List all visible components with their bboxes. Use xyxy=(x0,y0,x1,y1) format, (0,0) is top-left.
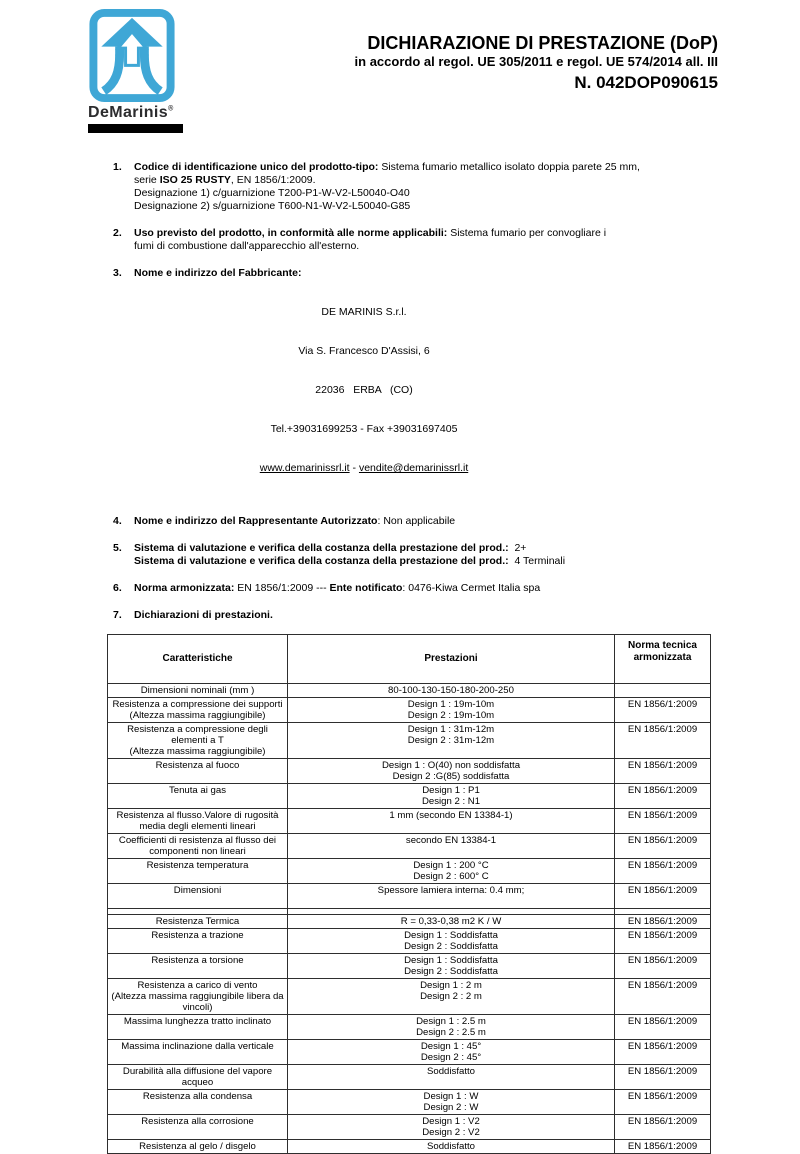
series-name: ISO 25 RUSTY xyxy=(159,174,231,186)
cell-line: (Altezza massima raggiungibile libera da xyxy=(111,991,284,1002)
cell-line: Design 1 : Soddisfatta xyxy=(404,955,498,966)
cell-prestazioni xyxy=(288,1015,615,1040)
cell-line: Resistenza al fuoco xyxy=(155,760,240,771)
cell-line: Design 2 : 2.5 m xyxy=(416,1027,486,1038)
table-row xyxy=(108,915,711,929)
table-row xyxy=(108,723,711,759)
cell-caratteristiche xyxy=(108,809,288,834)
cell-norma-tecnica: EN 1856/1:2009 xyxy=(615,1015,711,1040)
cell-caratteristiche xyxy=(108,698,288,723)
cell-norma-tecnica xyxy=(615,684,711,698)
cell-line: componenti non lineari xyxy=(149,846,246,857)
table-row xyxy=(108,1065,711,1090)
manufacturer-address xyxy=(134,280,594,501)
document-title: DICHIARAZIONE DI PRESTAZIONE (DoP) xyxy=(367,33,718,53)
cell-line: Design 1 : 45° xyxy=(420,1041,482,1052)
cell-caratteristiche xyxy=(108,1015,288,1040)
cell-caratteristiche xyxy=(108,915,288,929)
cell-prestazioni xyxy=(288,1065,615,1090)
item-text xyxy=(134,542,707,555)
text-segment: Sistema fumario per convogliare i xyxy=(447,227,607,239)
contact-links xyxy=(134,462,594,475)
demarinis-logo xyxy=(88,8,186,133)
cell-caratteristiche xyxy=(108,759,288,784)
cell-caratteristiche xyxy=(108,784,288,809)
item-label: Norma armonizzata: xyxy=(134,582,235,594)
document-header xyxy=(355,33,718,93)
registered-mark: ® xyxy=(168,105,174,113)
cell-line: Design 1 : O(40) non soddisfatta xyxy=(381,760,521,771)
cell-line: Resistenza a compressione dei supporti xyxy=(112,699,283,710)
item-text xyxy=(134,267,707,280)
cell-line: Durabilità alla diffusione del vapore xyxy=(122,1066,273,1077)
performance-table xyxy=(107,634,711,1154)
list-item-manufacturer xyxy=(113,267,707,501)
item-text xyxy=(134,582,707,595)
cell-caratteristiche xyxy=(108,954,288,979)
text-segment: Sistema fumario metallico isolato doppia parete 25 mm, xyxy=(378,161,640,173)
cell-line: Design 2 : 31m-12m xyxy=(407,735,495,746)
cell-line: Resistenza temperatura xyxy=(146,860,249,871)
cell-norma-tecnica: EN 1856/1:2009 xyxy=(615,698,711,723)
cell-line: Tenuta ai gas xyxy=(168,785,227,796)
cell-prestazioni xyxy=(288,834,615,859)
cell-line: Design 2 : 19m-10m xyxy=(407,710,495,721)
item-text xyxy=(134,555,707,568)
table-row xyxy=(108,1040,711,1065)
cell-line: Spessore lamiera interna: 0.4 mm; xyxy=(377,885,525,896)
list-item-declared-performances xyxy=(113,609,707,622)
cell-line: Resistenza Termica xyxy=(155,916,240,927)
item-label: Codice di identificazione unico del prodotto-tipo: xyxy=(134,161,379,173)
cell-caratteristiche xyxy=(108,884,288,909)
cell-line: Design 1 : 31m-12m xyxy=(407,724,495,735)
list-item-authorized-representative xyxy=(113,515,707,528)
header-prestazioni: Prestazioni xyxy=(288,635,615,684)
designation-line-2: Designazione 2) s/guarnizione T600-N1-W-V2-L50040-G85 xyxy=(134,200,411,212)
cell-line: Design 2 : Soddisfatta xyxy=(404,941,498,952)
cell-caratteristiche xyxy=(108,1115,288,1140)
city-address: 22036 ERBA (CO) xyxy=(315,384,413,396)
cell-line: Design 2 : V2 xyxy=(422,1127,480,1138)
brand-underline-bar xyxy=(88,124,183,133)
cell-line: Resistenza al flusso.Valore di rugosità xyxy=(116,810,279,821)
website-link[interactable]: www.demarinissrl.it xyxy=(259,462,350,474)
table-row xyxy=(108,954,711,979)
cell-norma-tecnica: EN 1856/1:2009 xyxy=(615,884,711,909)
table-row xyxy=(108,1090,711,1115)
cell-norma-tecnica: EN 1856/1:2009 xyxy=(615,979,711,1015)
item-number: 6. xyxy=(113,582,122,594)
item-number: 3. xyxy=(113,267,122,279)
designation-line-1: Designazione 1) c/guarnizione T200-P1-W-V2-L50040-O40 xyxy=(134,187,410,199)
cell-line: Design 2 :G(85) soddisfatta xyxy=(392,771,510,782)
item-text xyxy=(134,227,707,240)
table-row xyxy=(108,834,711,859)
avcp-value-1: 2+ xyxy=(508,542,527,554)
item-number: 1. xyxy=(113,161,122,173)
cell-prestazioni xyxy=(288,809,615,834)
cell-line: Design 1 : Soddisfatta xyxy=(404,930,498,941)
cell-caratteristiche xyxy=(108,834,288,859)
item-number: 2. xyxy=(113,227,122,239)
cell-caratteristiche xyxy=(108,723,288,759)
cell-norma-tecnica: EN 1856/1:2009 xyxy=(615,723,711,759)
header-caratteristiche: Caratteristiche xyxy=(108,635,288,684)
email-link[interactable]: vendite@demarinissrl.it xyxy=(358,462,469,474)
cell-norma-tecnica: EN 1856/1:2009 xyxy=(615,1065,711,1090)
cell-line: Dimensioni nominali (mm ) xyxy=(140,685,255,696)
item-label: Sistema di valutazione e verifica della costanza della prestazione del prod.: xyxy=(134,542,509,554)
item-label: Sistema di valutazione e verifica della costanza della prestazione del prod.: xyxy=(134,555,509,567)
cell-prestazioni xyxy=(288,859,615,884)
cell-prestazioni xyxy=(288,784,615,809)
cell-norma-tecnica: EN 1856/1:2009 xyxy=(615,954,711,979)
street-address: Via S. Francesco D'Assisi, 6 xyxy=(298,345,430,357)
item-text xyxy=(134,174,707,187)
notified-body-label: Ente notificato xyxy=(329,582,403,594)
list-item-avcp-system xyxy=(113,542,707,568)
cell-norma-tecnica: EN 1856/1:2009 xyxy=(615,929,711,954)
cell-norma-tecnica: EN 1856/1:2009 xyxy=(615,915,711,929)
cell-line: secondo EN 13384-1 xyxy=(405,835,497,846)
table-header-row xyxy=(108,635,711,684)
cell-prestazioni xyxy=(288,1040,615,1065)
item-label: Nome e indirizzo del Fabbricante: xyxy=(134,267,302,279)
link-separator: - xyxy=(349,462,359,474)
cell-prestazioni xyxy=(288,1140,615,1154)
cell-prestazioni xyxy=(288,954,615,979)
document-subtitle: in accordo al regol. UE 305/2011 e regol. UE 574/2014 all. III xyxy=(354,54,718,69)
table-row xyxy=(108,759,711,784)
document-body xyxy=(113,161,707,1154)
cell-prestazioni xyxy=(288,884,615,909)
table-row xyxy=(108,929,711,954)
text-segment: : Non applicabile xyxy=(377,515,456,527)
cell-caratteristiche xyxy=(108,1140,288,1154)
cell-line: media degli elementi lineari xyxy=(139,821,256,832)
cell-line: Resistenza a torsione xyxy=(151,955,244,966)
cell-caratteristiche xyxy=(108,1040,288,1065)
cell-line: Resistenza alla condensa xyxy=(142,1091,253,1102)
cell-prestazioni xyxy=(288,684,615,698)
item-number: 5. xyxy=(113,542,122,554)
cell-line: Dimensioni xyxy=(173,885,222,896)
cell-caratteristiche xyxy=(108,1065,288,1090)
cell-line: Massima lunghezza tratto inclinato xyxy=(123,1016,272,1027)
cell-line: vincoli) xyxy=(182,1002,213,1013)
cell-line: Design 2 : 2 m xyxy=(420,991,482,1002)
cell-norma-tecnica: EN 1856/1:2009 xyxy=(615,1140,711,1154)
cell-norma-tecnica: EN 1856/1:2009 xyxy=(615,1090,711,1115)
standard-value: EN 1856/1:2009 --- xyxy=(234,582,330,594)
cell-line: Design 2 : 600° C xyxy=(413,871,489,882)
cell-norma-tecnica: EN 1856/1:2009 xyxy=(615,784,711,809)
cell-line: Design 2 : W xyxy=(423,1102,479,1113)
cell-caratteristiche xyxy=(108,859,288,884)
table-row xyxy=(108,979,711,1015)
cell-line: Resistenza al gelo / disgelo xyxy=(139,1141,256,1152)
cell-line: Design 2 : N1 xyxy=(421,796,481,807)
cell-line xyxy=(290,896,612,907)
item-label: Dichiarazioni di prestazioni. xyxy=(134,609,273,621)
cell-line: 1 mm (secondo EN 13384-1) xyxy=(389,810,513,821)
avcp-value-2: 4 Terminali xyxy=(508,555,566,567)
table-row xyxy=(108,809,711,834)
cell-line: Design 1 : W xyxy=(423,1091,479,1102)
cell-line: Design 2 : Soddisfatta xyxy=(404,966,498,977)
cell-prestazioni xyxy=(288,723,615,759)
cell-line: Design 1 : P1 xyxy=(422,785,480,796)
item-text xyxy=(134,161,707,174)
cell-line: elementi a T xyxy=(171,735,224,746)
table-row xyxy=(108,1015,711,1040)
cell-line: R = 0,33-0,38 m2 K / W xyxy=(400,916,502,927)
item-number: 7. xyxy=(113,609,122,621)
cell-line: Design 1 : 19m-10m xyxy=(407,699,495,710)
text-segment: serie xyxy=(134,174,160,186)
chimney-arrow-icon xyxy=(88,8,176,103)
notified-body-value: : 0476-Kiwa Cermet Italia spa xyxy=(402,582,541,594)
cell-norma-tecnica: EN 1856/1:2009 xyxy=(615,859,711,884)
table-row xyxy=(108,698,711,723)
table-row xyxy=(108,1140,711,1154)
cell-prestazioni xyxy=(288,759,615,784)
cell-prestazioni xyxy=(288,1090,615,1115)
table-row xyxy=(108,1115,711,1140)
list-item-harmonized-standard xyxy=(113,582,707,595)
cell-line: Soddisfatto xyxy=(426,1066,475,1077)
cell-prestazioni xyxy=(288,929,615,954)
cell-line: 80-100-130-150-180-200-250 xyxy=(388,685,514,696)
cell-prestazioni xyxy=(288,979,615,1015)
item-text xyxy=(134,515,707,528)
cell-prestazioni xyxy=(288,1115,615,1140)
cell-norma-tecnica: EN 1856/1:2009 xyxy=(615,759,711,784)
cell-line: Soddisfatto xyxy=(426,1141,475,1152)
cell-line: Design 1 : 2 m xyxy=(420,980,482,991)
item-label: Uso previsto del prodotto, in conformità alle norme applicabili: xyxy=(134,227,448,239)
company-name: DE MARINIS S.r.l. xyxy=(321,306,407,318)
cell-prestazioni xyxy=(288,915,615,929)
cell-caratteristiche xyxy=(108,684,288,698)
brand-name: DeMarinis xyxy=(88,104,169,121)
table-row xyxy=(108,884,711,909)
phone-fax: Tel.+39031699253 - Fax +39031697405 xyxy=(270,423,458,435)
document-number: N. 042DOP090615 xyxy=(574,73,718,92)
cell-caratteristiche xyxy=(108,979,288,1015)
cell-line: Design 1 : 200 °C xyxy=(413,860,489,871)
brand-wordmark xyxy=(88,104,186,122)
cell-line: Resistenza a carico di vento xyxy=(137,980,258,991)
cell-line: acqueo xyxy=(181,1077,214,1088)
table-row xyxy=(108,684,711,698)
cell-line: Design 1 : V2 xyxy=(422,1116,480,1127)
cell-line: Massima inclinazione dalla verticale xyxy=(121,1041,274,1052)
item-text xyxy=(134,609,707,622)
cell-line: Resistenza a trazione xyxy=(151,930,244,941)
cell-caratteristiche xyxy=(108,1090,288,1115)
cell-norma-tecnica: EN 1856/1:2009 xyxy=(615,1115,711,1140)
cell-caratteristiche xyxy=(108,929,288,954)
cell-line: Coefficienti di resistenza al flusso dei xyxy=(118,835,277,846)
dop-table-body xyxy=(108,684,711,1154)
cell-line: (Altezza massima raggiungibile) xyxy=(129,746,266,757)
item-label: Nome e indirizzo del Rappresentante Autorizzato xyxy=(134,515,378,527)
item-number: 4. xyxy=(113,515,122,527)
cell-norma-tecnica: EN 1856/1:2009 xyxy=(615,809,711,834)
item-text: fumi di combustione dall'apparecchio all'esterno. xyxy=(134,240,360,252)
list-item-product-code xyxy=(113,161,707,213)
cell-line: Design 2 : 45° xyxy=(420,1052,482,1063)
text-segment: , EN 1856/1:2009. xyxy=(230,174,316,186)
cell-line: Design 1 : 2.5 m xyxy=(416,1016,486,1027)
cell-line: (Altezza massima raggiungibile) xyxy=(129,710,266,721)
header-norma-tecnica: Norma tecnica armonizzata xyxy=(615,635,711,684)
list-item-intended-use xyxy=(113,227,707,253)
cell-prestazioni xyxy=(288,698,615,723)
cell-line: Resistenza alla corrosione xyxy=(141,1116,254,1127)
table-row xyxy=(108,784,711,809)
cell-norma-tecnica: EN 1856/1:2009 xyxy=(615,834,711,859)
cell-norma-tecnica: EN 1856/1:2009 xyxy=(615,1040,711,1065)
cell-line: Resistenza a compressione degli xyxy=(127,724,268,735)
table-row xyxy=(108,859,711,884)
